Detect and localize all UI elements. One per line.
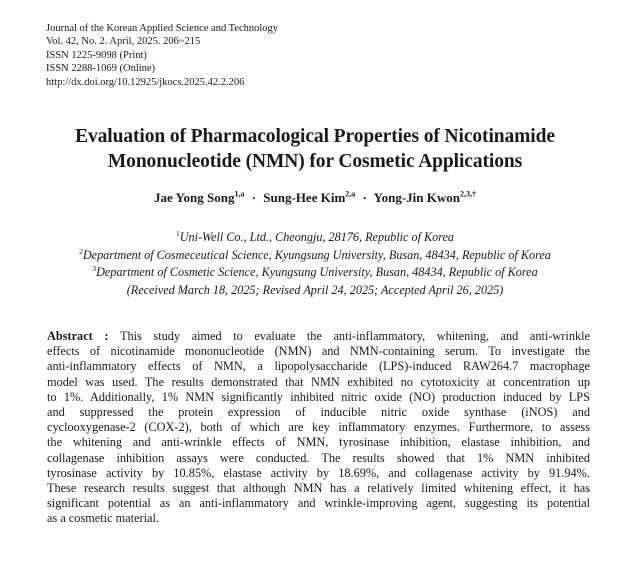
abstract-label: Abstract <box>47 329 93 343</box>
abstract-line: the whitening and anti-wrinkle effects of NMN, tyrosinase inhibition, elastase inhibition, and <box>47 435 590 450</box>
received-dates: (Received March 18, 2025; Revised April 24, 2025; Accepted April 26, 2025) <box>126 282 504 297</box>
author-separator: · <box>362 190 367 205</box>
journal-volume: Vol. 42, No. 2. April, 2025. 206~215 <box>46 36 201 48</box>
abstract <box>47 329 590 527</box>
affiliation-text: Uni-Well Co., Ltd., Cheongju, 28176, Republic of Korea <box>179 230 455 244</box>
abstract-line: These research results suggest that although NMN has a relatively limited whitening effect, it has <box>47 481 590 496</box>
abstract-line: anti-inflammatory effects of NMN, a lipopolysaccharide (LPS)-induced RAW264.7 macrophage <box>47 359 590 374</box>
abstract-line <box>47 329 590 344</box>
affiliation-2 <box>0 247 630 265</box>
issn-online: ISSN 2288-1069 (Online) <box>46 63 156 75</box>
author-affiliation-mark: 2,a <box>345 189 356 199</box>
abstract-colon: : <box>92 329 120 343</box>
abstract-line: tyrosinase activity by 10.85%, elastase activity by 18.69%, and collagenase activity by 91.94%. <box>47 465 590 480</box>
issn-print: ISSN 1225-9098 (Print) <box>46 49 147 61</box>
journal-name: Journal of the Korean Applied Science and Technology <box>46 23 279 34</box>
abstract-line: as a cosmetic material. <box>47 511 159 526</box>
author-affiliation-mark: 2,3,† <box>459 189 476 199</box>
affiliation-text: Department of Cosmeceutical Science, Kyungsung University, Busan, 48434, Republic of Korea <box>82 247 551 262</box>
author-affiliation-mark: 1,a <box>234 189 245 199</box>
abstract-line: model was used. The results demonstrated that NMN exhibited no cytotoxicity at concentration up <box>47 374 590 389</box>
author-separator: · <box>251 190 257 205</box>
abstract-line: significant potential as an anti-inflammatory and wrinkle-improving agent, suggesting its potential <box>47 496 590 511</box>
affiliation-1 <box>0 229 630 247</box>
affiliation-text: Department of Cosmetic Science, Kyungsung University, Busan, 48434, Republic of Korea <box>96 265 538 280</box>
author-2 <box>263 190 355 205</box>
affiliation-mark: 2 <box>79 246 83 256</box>
author-3 <box>374 190 476 205</box>
title-line-2: Mononucleotide (NMN) for Cosmetic Applications <box>107 151 523 172</box>
abstract-text: This study aimed to evaluate the anti-inflammatory, whitening, and anti-wrinkle <box>119 329 590 343</box>
author-name: Jae Yong Song <box>154 190 235 205</box>
abstract-line: and suppressed the protein expression of inducible nitric oxide synthase (iNOS) and <box>47 405 590 420</box>
author-name: Yong-Jin Kwon <box>373 190 460 205</box>
abstract-line: effects of nicotinamide mononucleotide (NMN) and NMN-containing serum. To investigate the <box>47 344 590 359</box>
author-1 <box>154 190 244 205</box>
abstract-line: collagenase inhibition assays were conducted. The results showed that 1% NMN inhibited <box>47 450 590 465</box>
author-list <box>0 190 630 206</box>
affiliation-mark: 3 <box>92 264 97 274</box>
abstract-line: cyclooxygenase-2 (COX-2), both of which are key inflammatory enzymes. Furthermore, to assess <box>47 420 590 435</box>
affiliations <box>0 229 630 299</box>
author-name: Sung-Hee Kim <box>263 190 346 205</box>
doi-link[interactable]: http://dx.doi.org/10.12925/jkocs.2025.42.2.206 <box>46 76 245 88</box>
affiliation-mark: 1 <box>175 228 180 238</box>
journal-header <box>46 22 278 89</box>
title-line-1: Evaluation of Pharmacological Properties of Nicotinamide <box>75 126 555 147</box>
affiliation-3 <box>0 264 630 282</box>
paper-title <box>0 124 630 174</box>
abstract-line: to 1%. Additionally, 1% NMN significantly inhibited nitric oxide (NO) production induced by LPS <box>47 389 590 404</box>
